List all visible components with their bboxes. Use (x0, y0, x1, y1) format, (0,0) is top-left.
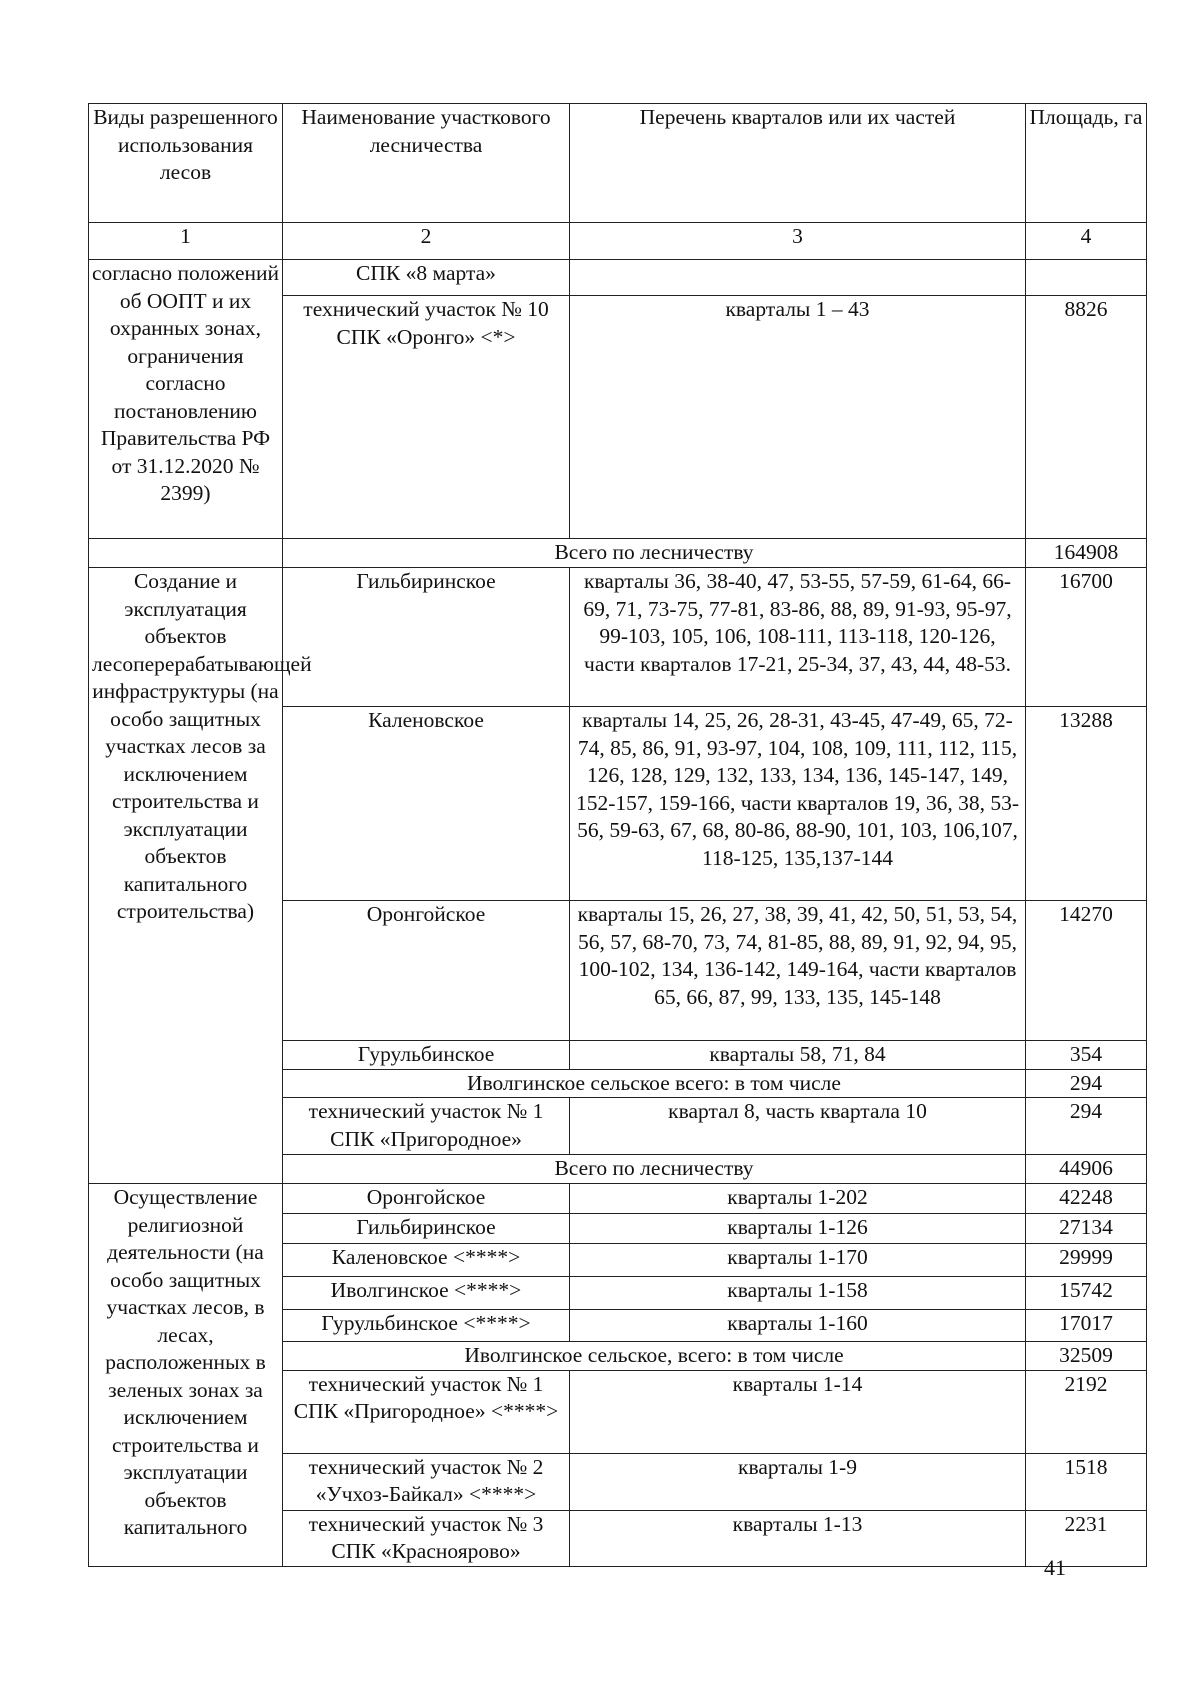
forestry-cell: Гильбиринское (283, 1214, 570, 1244)
forestry-cell: Гурульбинское <****> (283, 1310, 570, 1342)
quarters-cell: кварталы 1-158 (570, 1277, 1026, 1310)
column-number: 2 (283, 223, 570, 260)
column-number-row (89, 223, 1147, 260)
forestry-cell: СПК «8 марта» (283, 260, 570, 296)
area-cell: 294 (1026, 1098, 1147, 1155)
subtotal-area: 32509 (1026, 1342, 1147, 1371)
quarters-cell: кварталы 58, 71, 84 (570, 1041, 1026, 1070)
quarters-cell: кварталы 1-202 (570, 1184, 1026, 1214)
table-header-row (89, 104, 1147, 223)
total-label: Всего по лесничеству (283, 1155, 1026, 1184)
page-number: 41 (1044, 1555, 1066, 1580)
table-row (89, 1184, 1147, 1214)
forestry-cell: технический участок № 10 СПК «Оронго» <*> (283, 296, 570, 539)
total-row (89, 539, 1147, 568)
quarters-cell: квартал 8, часть квартала 10 (570, 1098, 1026, 1155)
area-cell: 1518 (1026, 1453, 1147, 1510)
header-col-area: Площадь, га (1026, 104, 1147, 223)
table-row (89, 260, 1147, 296)
total-area: 164908 (1026, 539, 1147, 568)
subtotal-area: 294 (1026, 1069, 1147, 1098)
use-type-cell: Осуществление религиозной деятельности (на особо защитных участках лесов, в лесах, расположенных в зеленых зонах за исключением строительства и эксплуатации объектов капитального (89, 1184, 283, 1567)
area-cell: 15742 (1026, 1277, 1147, 1310)
forestry-cell: технический участок № 1 СПК «Пригородное» <****> (283, 1370, 570, 1453)
forestry-cell: Гурульбинское (283, 1041, 570, 1070)
header-col-quarters: Перечень кварталов или их частей (570, 104, 1026, 223)
quarters-cell: кварталы 1-14 (570, 1370, 1026, 1453)
empty-cell (89, 539, 283, 568)
use-type-cell: Создание и эксплуатация объектов лесоперерабатывающей инфраструктуры (на особо защитных участках лесов за исключением строительства и эксплуатации объектов капитального строительства) (89, 568, 283, 1184)
quarters-cell: кварталы 1-126 (570, 1214, 1026, 1244)
subtotal-label: Иволгинское сельское всего: в том числе (283, 1069, 1026, 1098)
area-cell: 2231 (1026, 1510, 1147, 1566)
area-cell (1026, 260, 1147, 296)
forestry-cell: Каленовское <****> (283, 1244, 570, 1277)
area-cell: 42248 (1026, 1184, 1147, 1214)
area-cell: 13288 (1026, 707, 1147, 901)
forestry-cell: Иволгинское <****> (283, 1277, 570, 1310)
area-cell: 8826 (1026, 296, 1147, 539)
use-type-cell: согласно положений об ООПТ и их охранных зонах, ограничения согласно постановлению Правительства РФ от 31.12.2020 № 2399) (89, 260, 283, 539)
area-cell: 354 (1026, 1041, 1147, 1070)
forest-use-table (88, 103, 1147, 1567)
area-cell: 16700 (1026, 568, 1147, 707)
forestry-cell: Гильбиринское (283, 568, 570, 707)
area-cell: 27134 (1026, 1214, 1147, 1244)
area-cell: 17017 (1026, 1310, 1147, 1342)
quarters-cell: кварталы 14, 25, 26, 28-31, 43-45, 47-49, 65, 72-74, 85, 86, 91, 93-97, 104, 108, 109, 111, 112, 115, 126, 128, 129, 132, 133, 134, 136, 145-147, 149, 152-157, 159-166, части кварталов 19, 36, 38, 53-56, 59-63, 67, 68, 80-86, 88-90, 101, 103, 106,107, 118-125, 135,137-144 (570, 707, 1026, 901)
forestry-cell: Каленовское (283, 707, 570, 901)
forestry-cell: технический участок № 2 «Учхоз-Байкал» <****> (283, 1453, 570, 1510)
table-row (89, 568, 1147, 707)
forestry-cell: технический участок № 1 СПК «Пригородное» (283, 1098, 570, 1155)
forestry-cell: Оронгойское (283, 1184, 570, 1214)
area-cell: 14270 (1026, 901, 1147, 1041)
header-col-use: Виды разрешенного использования лесов (89, 104, 283, 223)
area-cell: 29999 (1026, 1244, 1147, 1277)
quarters-cell: кварталы 1 – 43 (570, 296, 1026, 539)
area-cell: 2192 (1026, 1370, 1147, 1453)
header-col-forestry: Наименование участкового лесничества (283, 104, 570, 223)
quarters-cell (570, 260, 1026, 296)
quarters-cell: кварталы 1-13 (570, 1510, 1026, 1566)
forestry-cell: Оронгойское (283, 901, 570, 1041)
total-label: Всего по лесничеству (283, 539, 1026, 568)
quarters-cell: кварталы 1-160 (570, 1310, 1026, 1342)
subtotal-label: Иволгинское сельское, всего: в том числе (283, 1342, 1026, 1371)
quarters-cell: кварталы 1-9 (570, 1453, 1026, 1510)
column-number: 4 (1026, 223, 1147, 260)
column-number: 3 (570, 223, 1026, 260)
total-area: 44906 (1026, 1155, 1147, 1184)
quarters-cell: кварталы 36, 38-40, 47, 53-55, 57-59, 61-64, 66-69, 71, 73-75, 77-81, 83-86, 88, 89, 91-93, 95-97, 99-103, 105, 106, 108-111, 113-118, 120-126, части кварталов 17-21, 25-34, 37, 43, 44, 48-53. (570, 568, 1026, 707)
forestry-cell: технический участок № 3 СПК «Красноярово» (283, 1510, 570, 1566)
quarters-cell: кварталы 15, 26, 27, 38, 39, 41, 42, 50, 51, 53, 54, 56, 57, 68-70, 73, 74, 81-85, 88, 89, 91, 92, 94, 95, 100-102, 134, 136-142, 149-164, части кварталов 65, 66, 87, 99, 133, 135, 145-148 (570, 901, 1026, 1041)
quarters-cell: кварталы 1-170 (570, 1244, 1026, 1277)
column-number: 1 (89, 223, 283, 260)
